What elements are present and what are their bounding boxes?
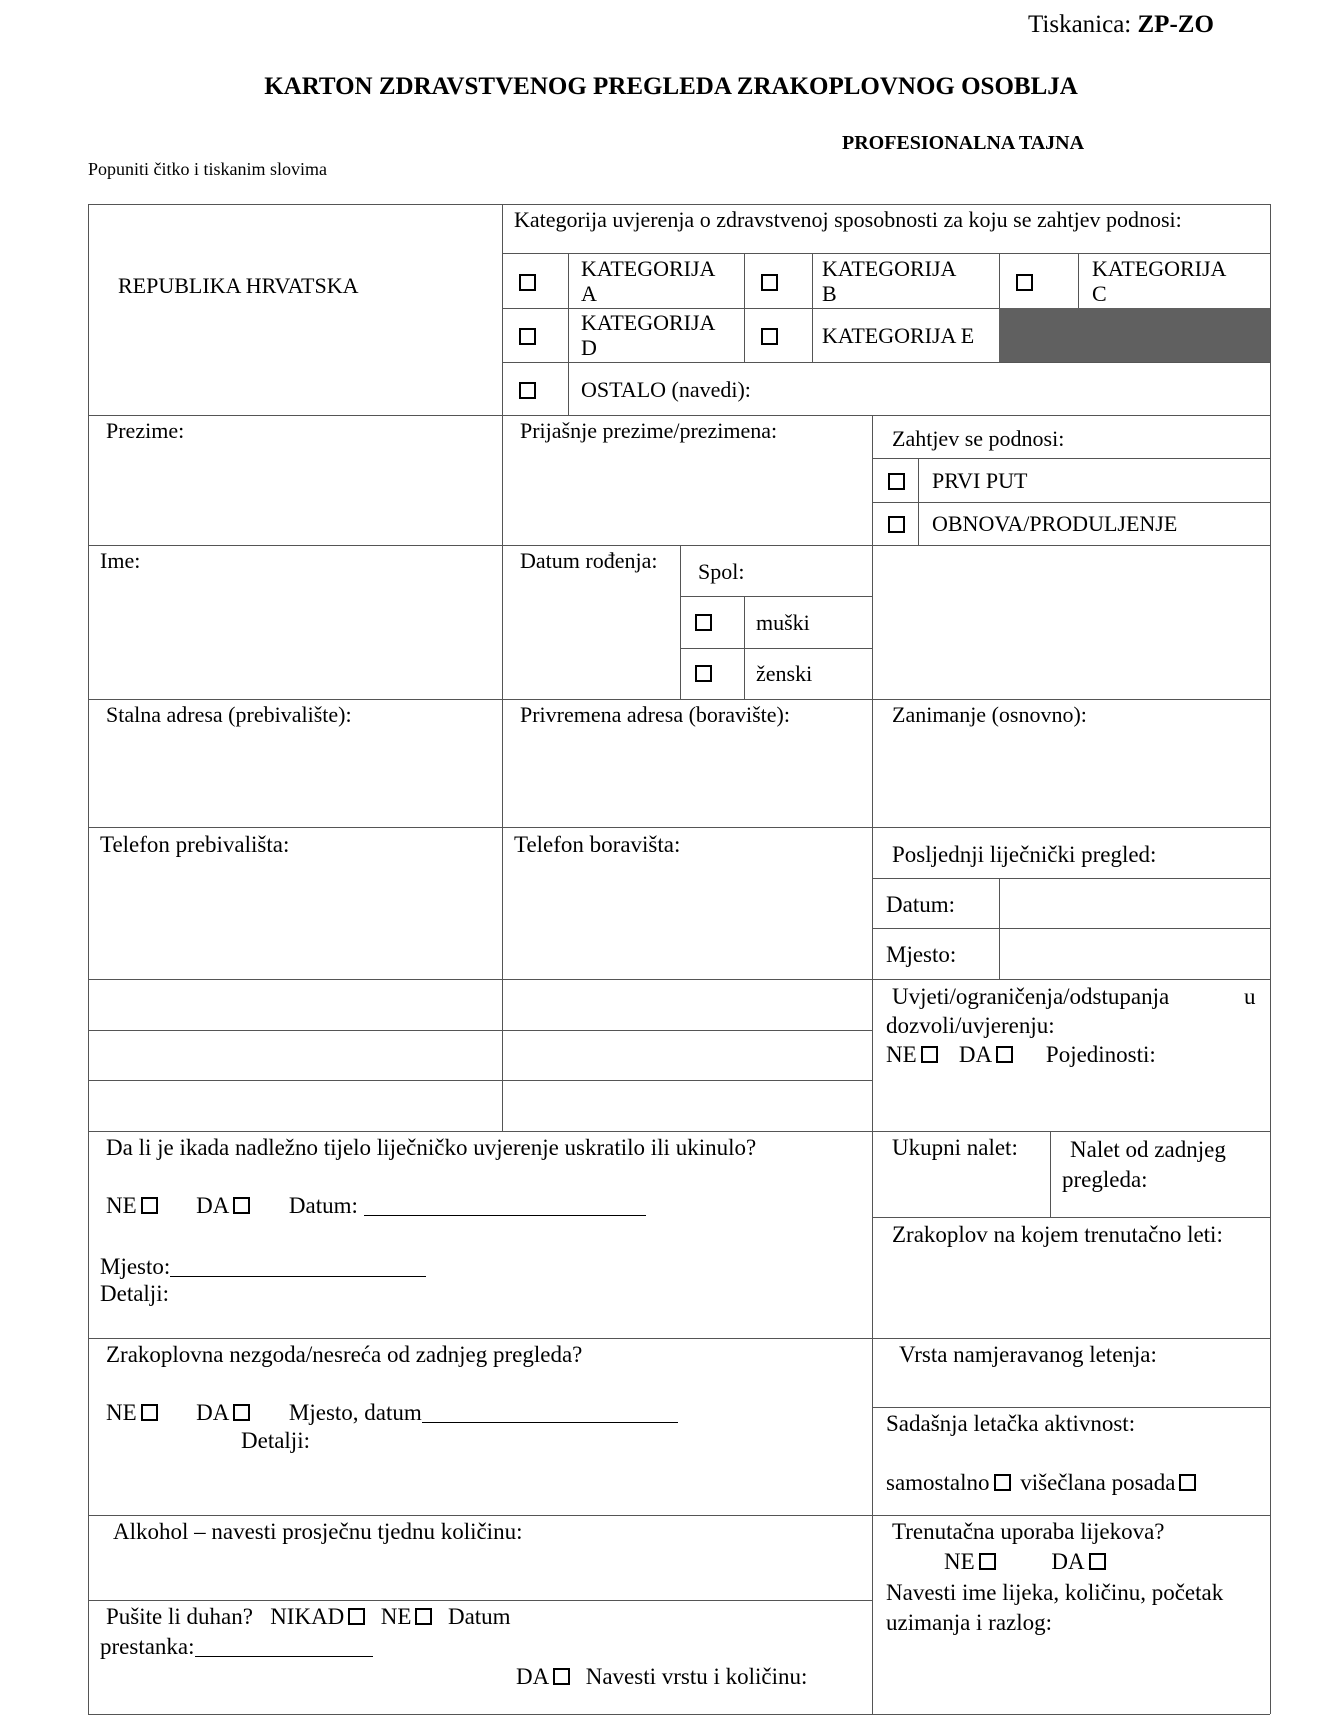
category-heading: Kategorija uvjerenja o zdravstvenoj sposobnosti za koju se zahtjev podnosi: [514, 207, 1182, 232]
female-checkbox[interactable] [695, 665, 712, 682]
category-e-label: KATEGORIJA E [822, 323, 975, 348]
prev-surname-label: Prijašnje prezime/prezimena: [520, 418, 778, 443]
first-time-label: PRVI PUT [932, 468, 1028, 493]
accident-question: Zrakoplovna nezgoda/nesreća od zadnjeg pregleda? [106, 1342, 583, 1367]
accident-place-date-line[interactable] [422, 1402, 678, 1423]
category-other-label: OSTALO (navedi): [581, 377, 751, 402]
activity-options: samostalno višečlana posada [886, 1470, 1200, 1496]
smoke-ne-checkbox[interactable] [415, 1608, 432, 1625]
category-b-label: KATEGORIJA B [822, 256, 957, 306]
female-label: ženski [756, 661, 813, 686]
dob-label: Datum rođenja: [520, 548, 658, 573]
sex-label: Spol: [698, 559, 745, 584]
disabled-cell [999, 308, 1270, 362]
smoke-da-option: DA Navesti vrstu i količinu: [516, 1664, 808, 1689]
phone-temp-label: Telefon boravišta: [514, 832, 681, 857]
conditions-label-u: u [1244, 984, 1256, 1009]
alcohol-label: Alkohol – navesti prosječnu tjednu količinu: [113, 1519, 523, 1544]
conditions-options: NE DA Pojedinosti: [886, 1042, 1156, 1067]
revoked-da-checkbox[interactable] [233, 1197, 250, 1214]
total-hours-label: Ukupni nalet: [892, 1135, 1018, 1160]
conditions-da-checkbox[interactable] [996, 1046, 1013, 1063]
category-d-label: KATEGORIJA D [581, 310, 716, 360]
solo-checkbox[interactable] [994, 1474, 1011, 1491]
smoke-quit-date-line[interactable] [195, 1636, 373, 1657]
last-exam-place-label: Mjesto: [886, 942, 957, 967]
accident-options: NE DA Mjesto, datum [106, 1400, 678, 1426]
accident-details-label: Detalji: [241, 1428, 310, 1453]
meds-options: NE DA [944, 1549, 1110, 1575]
revoked-place-line[interactable] [170, 1256, 426, 1277]
form-label: Tiskanica: [1028, 11, 1132, 38]
category-b-checkbox[interactable] [761, 274, 778, 291]
meds-detail-label: Navesti ime lijeka, količinu, početak uzimanja i razlog: [886, 1580, 1224, 1635]
activity-label: Sadašnja letačka aktivnost: [886, 1411, 1136, 1436]
smoke-never-checkbox[interactable] [348, 1608, 365, 1625]
renewal-label: OBNOVA/PRODULJENJE [932, 511, 1178, 536]
confidential-label: PROFESIONALNA TAJNA [842, 132, 1085, 154]
conditions-ne-checkbox[interactable] [921, 1046, 938, 1063]
form-code: ZP-ZO [1137, 11, 1214, 38]
category-c-checkbox[interactable] [1016, 274, 1033, 291]
category-a-label: KATEGORIJA A [581, 256, 716, 306]
page-title: KARTON ZDRAVSTVENOG PREGLEDA ZRAKOPLOVNOG OSOBLJA [264, 73, 1078, 100]
flying-type-label: Vrsta namjeravanog letenja: [899, 1342, 1157, 1367]
revoked-date-line[interactable] [364, 1195, 646, 1216]
form-id [1028, 12, 1214, 38]
revoked-place: Mjesto: [100, 1254, 426, 1280]
meds-ne-checkbox[interactable] [979, 1553, 996, 1570]
accident-ne-checkbox[interactable] [141, 1404, 158, 1421]
meds-question: Trenutačna uporaba lijekova? [892, 1519, 1165, 1544]
last-exam-date-label: Datum: [886, 892, 955, 917]
category-a-checkbox[interactable] [519, 274, 536, 291]
meds-da-checkbox[interactable] [1089, 1553, 1106, 1570]
request-label: Zahtjev se podnosi: [892, 426, 1065, 451]
smoke-options: Pušite li duhan? NIKAD NE Datum [106, 1604, 511, 1629]
perm-address-label: Stalna adresa (prebivalište): [106, 702, 352, 727]
temp-address-label: Privremena adresa (boravište): [520, 702, 790, 727]
revoked-options: NE DA Datum: [106, 1193, 646, 1219]
category-c-label: KATEGORIJA C [1092, 256, 1227, 306]
country-label: REPUBLIKA HRVATSKA [118, 273, 359, 298]
smoke-quit-date: prestanka: [100, 1634, 373, 1660]
phone-perm-label: Telefon prebivališta: [100, 832, 290, 857]
accident-da-checkbox[interactable] [233, 1404, 250, 1421]
hours-since-label: Nalet od zadnjeg pregleda: [1062, 1137, 1226, 1192]
male-checkbox[interactable] [695, 614, 712, 631]
surname-label: Prezime: [106, 418, 185, 443]
conditions-label: Uvjeti/ograničenja/odstupanja [892, 984, 1170, 1009]
last-exam-label: Posljednji liječnički pregled: [892, 842, 1157, 867]
category-d-checkbox[interactable] [519, 328, 536, 345]
revoked-ne-checkbox[interactable] [141, 1197, 158, 1214]
first-time-checkbox[interactable] [888, 473, 905, 490]
category-e-checkbox[interactable] [761, 328, 778, 345]
name-label: Ime: [100, 548, 141, 573]
renewal-checkbox[interactable] [888, 516, 905, 533]
smoke-da-checkbox[interactable] [553, 1668, 570, 1685]
revoked-question: Da li je ikada nadležno tijelo liječničko uvjerenje uskratilo ili ukinulo? [106, 1135, 757, 1160]
crew-checkbox[interactable] [1179, 1474, 1196, 1491]
conditions-label-2: dozvoli/uvjerenju: [886, 1013, 1055, 1038]
category-other-checkbox[interactable] [519, 382, 536, 399]
occupation-label: Zanimanje (osnovno): [892, 702, 1087, 727]
aircraft-label: Zrakoplov na kojem trenutačno leti: [892, 1222, 1223, 1247]
revoked-details-label: Detalji: [100, 1281, 169, 1306]
male-label: muški [756, 610, 810, 635]
instruction: Popuniti čitko i tiskanim slovima [88, 159, 328, 179]
